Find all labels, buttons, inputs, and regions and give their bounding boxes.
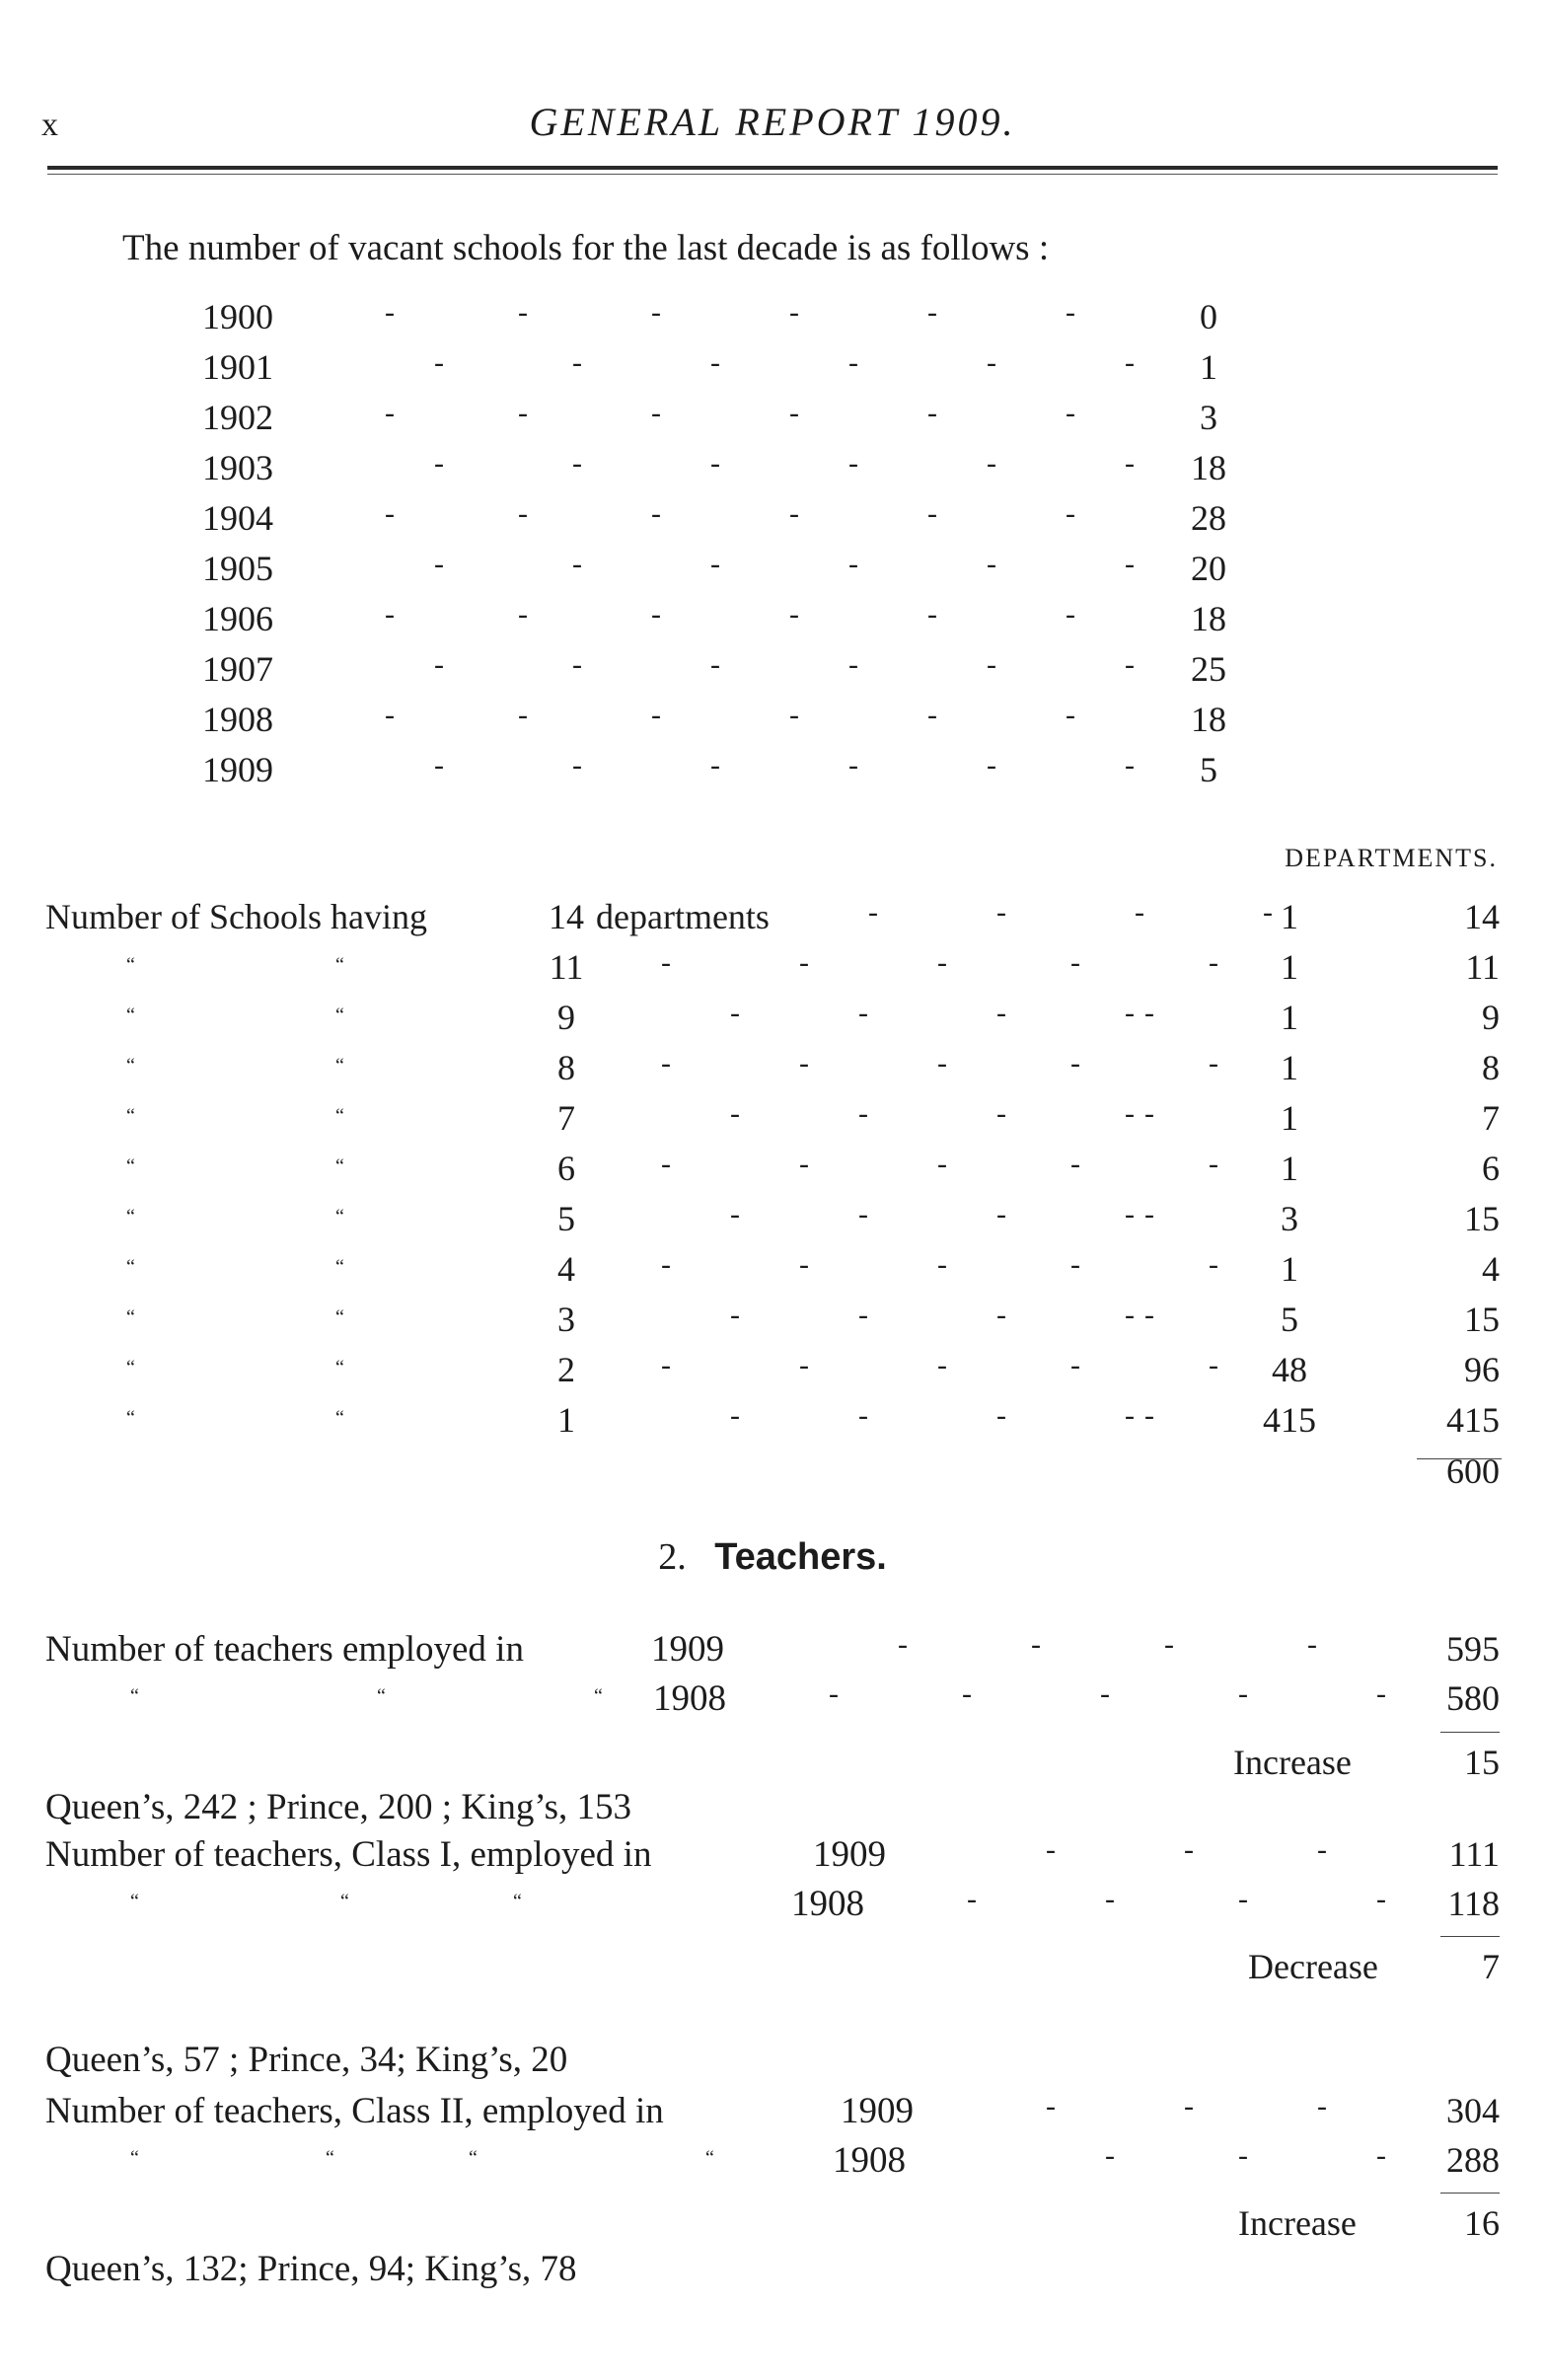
leader-dash: - bbox=[1125, 1299, 1135, 1331]
teachers-change-value: 15 bbox=[1464, 1743, 1500, 1782]
leader-dash: - bbox=[572, 648, 582, 681]
class1-change-label: Decrease bbox=[1248, 1947, 1378, 1986]
ditto-mark: “ bbox=[126, 1306, 135, 1328]
teachers-1908-row bbox=[0, 1677, 1545, 1727]
leader-dash: - bbox=[996, 1299, 1006, 1331]
leader-dash: - bbox=[1066, 497, 1075, 530]
ditto-mark: “ bbox=[335, 1306, 344, 1328]
ditto-mark: “ bbox=[130, 1685, 139, 1707]
vacant-schools-intro: The number of vacant schools for the last decade is as follows : bbox=[122, 228, 1050, 268]
schools-count: 5 bbox=[1281, 1300, 1298, 1339]
departments-count: 11 bbox=[1465, 947, 1500, 987]
schools-count: 1 bbox=[1281, 1098, 1298, 1138]
class2-1909-year: 1909 bbox=[841, 2091, 914, 2131]
leader-dash: - bbox=[661, 1349, 671, 1381]
leader-dash: - bbox=[651, 397, 661, 429]
leader-dash: - bbox=[518, 598, 528, 631]
leader-dash: - bbox=[434, 648, 444, 681]
leader-dash: - bbox=[1125, 648, 1135, 681]
leader-dash: - bbox=[1144, 997, 1154, 1029]
vacant-year: 1903 bbox=[202, 448, 273, 487]
class2-breakdown: Queen’s, 132; Prince, 94; King’s, 78 bbox=[45, 2249, 577, 2289]
class1-1909-row bbox=[0, 1833, 1545, 1883]
leader-dash: - bbox=[789, 397, 799, 429]
leader-dash: - bbox=[1307, 1628, 1317, 1661]
vacant-count: 5 bbox=[1200, 750, 1217, 789]
vacant-row bbox=[0, 749, 1545, 798]
vacant-year: 1901 bbox=[202, 347, 273, 387]
leader-dash: - bbox=[518, 397, 528, 429]
leader-dash: - bbox=[1070, 1248, 1080, 1281]
schools-count: 1 bbox=[1281, 897, 1298, 936]
leader-dash: - bbox=[1238, 2139, 1248, 2172]
departments-row bbox=[0, 1047, 1545, 1096]
leader-dash: - bbox=[799, 946, 809, 979]
leader-dash: - bbox=[434, 447, 444, 480]
departments-count: 6 bbox=[1482, 1149, 1500, 1188]
department-count-label: 4 bbox=[557, 1249, 575, 1289]
section-heading bbox=[0, 1535, 1545, 1579]
vacant-count: 18 bbox=[1191, 599, 1226, 638]
leader-dash: - bbox=[1263, 896, 1273, 929]
leader-dash: - bbox=[1135, 896, 1144, 929]
leader-dash: - bbox=[1184, 1833, 1194, 1866]
ditto-mark: “ bbox=[335, 1155, 344, 1177]
leader-dash: - bbox=[1238, 1677, 1248, 1710]
ditto-mark: “ bbox=[126, 1256, 135, 1278]
leader-dash: - bbox=[858, 1399, 868, 1432]
leader-dash: - bbox=[987, 346, 996, 379]
leader-dash: - bbox=[385, 296, 395, 329]
section-number: 2. bbox=[658, 1536, 687, 1578]
departments-total: 600 bbox=[1446, 1451, 1500, 1491]
leader-dash: - bbox=[1317, 2090, 1327, 2122]
department-count-label: 14 bbox=[549, 897, 584, 936]
departments-count: 8 bbox=[1482, 1048, 1500, 1087]
departments-count: 7 bbox=[1482, 1098, 1500, 1138]
schools-count: 1 bbox=[1281, 1149, 1298, 1188]
leader-dash: - bbox=[434, 548, 444, 580]
leader-dash: - bbox=[858, 1299, 868, 1331]
schools-count: 48 bbox=[1272, 1350, 1307, 1389]
vacant-count: 25 bbox=[1191, 649, 1226, 689]
vacant-row bbox=[0, 598, 1545, 647]
ditto-mark: “ bbox=[335, 1004, 344, 1026]
ditto-mark: “ bbox=[335, 954, 344, 976]
leader-dash: - bbox=[1184, 2090, 1194, 2122]
departments-count: 15 bbox=[1464, 1300, 1500, 1339]
leader-dash: - bbox=[1046, 2090, 1056, 2122]
leader-dash: - bbox=[434, 749, 444, 781]
leader-dash: - bbox=[572, 346, 582, 379]
header-rule bbox=[47, 166, 1498, 170]
vacant-row bbox=[0, 648, 1545, 698]
vacant-count: 20 bbox=[1191, 549, 1226, 588]
leader-dash: - bbox=[927, 699, 937, 731]
leader-dash: - bbox=[1070, 946, 1080, 979]
ditto-mark: “ bbox=[335, 1256, 344, 1278]
ditto-mark: “ bbox=[126, 1004, 135, 1026]
leader-dash: - bbox=[1125, 1399, 1135, 1432]
leader-dash: - bbox=[937, 1248, 947, 1281]
ditto-mark: “ bbox=[126, 1407, 135, 1429]
leader-dash: - bbox=[1209, 1047, 1218, 1079]
leader-dash: - bbox=[967, 1883, 977, 1915]
leader-dash: - bbox=[1144, 1299, 1154, 1331]
class1-label: Number of teachers, Class I, employed in bbox=[45, 1834, 652, 1875]
class2-1908-row bbox=[0, 2139, 1545, 2189]
department-count-label: 6 bbox=[557, 1149, 575, 1188]
ditto-mark: “ bbox=[126, 1155, 135, 1177]
leader-dash: - bbox=[858, 1198, 868, 1230]
leader-dash: - bbox=[1070, 1047, 1080, 1079]
departments-count: 14 bbox=[1464, 897, 1500, 936]
vacant-row bbox=[0, 497, 1545, 547]
leader-dash: - bbox=[1317, 1833, 1327, 1866]
vacant-row bbox=[0, 296, 1545, 345]
leader-dash: - bbox=[385, 497, 395, 530]
leader-dash: - bbox=[710, 447, 720, 480]
leader-dash: - bbox=[572, 548, 582, 580]
departments-row bbox=[0, 1097, 1545, 1147]
vacant-year: 1906 bbox=[202, 599, 273, 638]
leader-dash: - bbox=[518, 296, 528, 329]
running-title: GENERAL REPORT 1909. bbox=[529, 100, 1016, 144]
leader-dash: - bbox=[937, 1148, 947, 1180]
leader-dash: - bbox=[1125, 749, 1135, 781]
vacant-year: 1907 bbox=[202, 649, 273, 689]
leader-dash: - bbox=[927, 397, 937, 429]
departments-suffix: departments bbox=[596, 897, 770, 936]
departments-row bbox=[0, 1399, 1545, 1449]
ditto-mark: “ bbox=[340, 1891, 349, 1912]
leader-dash: - bbox=[799, 1148, 809, 1180]
leader-dash: - bbox=[651, 296, 661, 329]
ditto-mark: “ bbox=[126, 1055, 135, 1077]
departments-row bbox=[0, 946, 1545, 996]
ditto-mark: “ bbox=[335, 1055, 344, 1077]
leader-dash: - bbox=[898, 1628, 908, 1661]
ditto-mark: “ bbox=[126, 1206, 135, 1227]
class2-change-value: 16 bbox=[1464, 2203, 1500, 2243]
leader-dash: - bbox=[1125, 1198, 1135, 1230]
ditto-mark: “ bbox=[126, 954, 135, 976]
teachers-label: Number of teachers employed in bbox=[45, 1629, 524, 1670]
vacant-year: 1900 bbox=[202, 297, 273, 336]
header-rule-thin bbox=[47, 174, 1498, 175]
leader-dash: - bbox=[858, 997, 868, 1029]
leader-dash: - bbox=[927, 497, 937, 530]
department-count-label: 3 bbox=[557, 1300, 575, 1339]
vacant-year: 1902 bbox=[202, 398, 273, 437]
schools-count: 415 bbox=[1263, 1400, 1316, 1440]
leader-dash: - bbox=[799, 1248, 809, 1281]
class1-1908-year: 1908 bbox=[791, 1884, 864, 1924]
ditto-mark: “ bbox=[513, 1891, 522, 1912]
ditto-mark: “ bbox=[335, 1407, 344, 1429]
leader-dash: - bbox=[730, 1299, 740, 1331]
class2-1909-value: 304 bbox=[1446, 2091, 1500, 2130]
leader-dash: - bbox=[434, 346, 444, 379]
leader-dash: - bbox=[1105, 2139, 1115, 2172]
vacant-row bbox=[0, 447, 1545, 496]
leader-dash: - bbox=[1100, 1677, 1110, 1710]
leader-dash: - bbox=[996, 896, 1006, 929]
teachers-breakdown: Queen’s, 242 ; Prince, 200 ; King’s, 153 bbox=[45, 1787, 632, 1827]
class1-1909-year: 1909 bbox=[813, 1834, 886, 1875]
ditto-mark: “ bbox=[335, 1206, 344, 1227]
leader-dash: - bbox=[789, 497, 799, 530]
leader-dash: - bbox=[651, 699, 661, 731]
leader-dash: - bbox=[789, 699, 799, 731]
class2-1908-value: 288 bbox=[1446, 2140, 1500, 2180]
leader-dash: - bbox=[385, 598, 395, 631]
leader-dash: - bbox=[848, 548, 858, 580]
ditto-mark: “ bbox=[130, 2147, 139, 2169]
class1-change-row bbox=[0, 1946, 1545, 1995]
ditto-mark: “ bbox=[335, 1357, 344, 1378]
departments-row bbox=[0, 1148, 1545, 1197]
leader-dash: - bbox=[661, 1047, 671, 1079]
vacant-year: 1909 bbox=[202, 750, 273, 789]
leader-dash: - bbox=[1125, 548, 1135, 580]
department-count-label: 1 bbox=[557, 1400, 575, 1440]
vacant-count: 1 bbox=[1200, 347, 1217, 387]
teachers-change-row bbox=[0, 1742, 1545, 1791]
leader-dash: - bbox=[1125, 1097, 1135, 1130]
departments-row-lead: Number of Schools having bbox=[45, 897, 427, 936]
class1-1909-value: 111 bbox=[1448, 1834, 1500, 1874]
leader-dash: - bbox=[848, 447, 858, 480]
teachers-1908-year: 1908 bbox=[653, 1678, 726, 1719]
class1-breakdown: Queen’s, 57 ; Prince, 34; King’s, 20 bbox=[45, 2040, 568, 2080]
leader-dash: - bbox=[572, 749, 582, 781]
vacant-row bbox=[0, 699, 1545, 748]
leader-dash: - bbox=[996, 1399, 1006, 1432]
leader-dash: - bbox=[518, 497, 528, 530]
vacant-count: 28 bbox=[1191, 498, 1226, 538]
schools-count: 1 bbox=[1281, 998, 1298, 1037]
sum-rule bbox=[1440, 2193, 1500, 2194]
schools-count: 1 bbox=[1281, 947, 1298, 987]
leader-dash: - bbox=[1125, 997, 1135, 1029]
leader-dash: - bbox=[1070, 1148, 1080, 1180]
departments-count: 96 bbox=[1464, 1350, 1500, 1389]
vacant-count: 3 bbox=[1200, 398, 1217, 437]
teachers-1908-value: 580 bbox=[1446, 1678, 1500, 1718]
class1-change-value: 7 bbox=[1482, 1947, 1500, 1986]
vacant-year: 1904 bbox=[202, 498, 273, 538]
departments-count: 4 bbox=[1482, 1249, 1500, 1289]
departments-row bbox=[0, 997, 1545, 1046]
leader-dash: - bbox=[996, 1097, 1006, 1130]
leader-dash: - bbox=[987, 648, 996, 681]
leader-dash: - bbox=[1209, 1148, 1218, 1180]
leader-dash: - bbox=[848, 648, 858, 681]
leader-dash: - bbox=[858, 1097, 868, 1130]
departments-count: 415 bbox=[1446, 1400, 1500, 1440]
leader-dash: - bbox=[799, 1349, 809, 1381]
leader-dash: - bbox=[661, 946, 671, 979]
leader-dash: - bbox=[937, 1349, 947, 1381]
leader-dash: - bbox=[661, 1248, 671, 1281]
vacant-count: 18 bbox=[1191, 700, 1226, 739]
section-title: Teachers. bbox=[714, 1536, 887, 1578]
leader-dash: - bbox=[987, 548, 996, 580]
teachers-1909-year: 1909 bbox=[651, 1629, 724, 1670]
teachers-1909-row bbox=[0, 1628, 1545, 1677]
vacant-year: 1908 bbox=[202, 700, 273, 739]
leader-dash: - bbox=[1125, 447, 1135, 480]
department-count-label: 8 bbox=[557, 1048, 575, 1087]
vacant-row bbox=[0, 548, 1545, 597]
leader-dash: - bbox=[710, 548, 720, 580]
departments-row bbox=[0, 896, 1545, 945]
leader-dash: - bbox=[927, 598, 937, 631]
schools-count: 1 bbox=[1281, 1048, 1298, 1087]
leader-dash: - bbox=[1105, 1883, 1115, 1915]
ditto-mark: “ bbox=[377, 1685, 386, 1707]
leader-dash: - bbox=[710, 648, 720, 681]
teachers-change-label: Increase bbox=[1233, 1743, 1352, 1782]
leader-dash: - bbox=[962, 1677, 972, 1710]
department-count-label: 9 bbox=[557, 998, 575, 1037]
ditto-mark: “ bbox=[326, 2147, 334, 2169]
leader-dash: - bbox=[789, 598, 799, 631]
class2-1909-row bbox=[0, 2090, 1545, 2139]
leader-dash: - bbox=[1376, 1883, 1386, 1915]
leader-dash: - bbox=[661, 1148, 671, 1180]
departments-row bbox=[0, 1349, 1545, 1398]
leader-dash: - bbox=[799, 1047, 809, 1079]
departments-count: 9 bbox=[1482, 998, 1500, 1037]
leader-dash: - bbox=[1209, 1248, 1218, 1281]
class2-label: Number of teachers, Class II, employed in bbox=[45, 2091, 664, 2131]
leader-dash: - bbox=[987, 749, 996, 781]
leader-dash: - bbox=[385, 699, 395, 731]
vacant-count: 0 bbox=[1200, 297, 1217, 336]
sum-rule bbox=[1440, 1732, 1500, 1733]
leader-dash: - bbox=[730, 997, 740, 1029]
schools-count: 1 bbox=[1281, 1249, 1298, 1289]
schools-count: 3 bbox=[1281, 1199, 1298, 1238]
ditto-mark: “ bbox=[335, 1105, 344, 1127]
class2-1908-year: 1908 bbox=[833, 2140, 906, 2181]
leader-dash: - bbox=[1031, 1628, 1041, 1661]
leader-dash: - bbox=[1144, 1097, 1154, 1130]
leader-dash: - bbox=[518, 699, 528, 731]
leader-dash: - bbox=[1164, 1628, 1174, 1661]
class2-change-row bbox=[0, 2202, 1545, 2252]
leader-dash: - bbox=[987, 447, 996, 480]
ditto-mark: “ bbox=[126, 1357, 135, 1378]
class1-1908-value: 118 bbox=[1447, 1884, 1500, 1923]
leader-dash: - bbox=[730, 1097, 740, 1130]
departments-column-header: DEPARTMENTS. bbox=[1285, 844, 1498, 872]
class2-change-label: Increase bbox=[1238, 2203, 1357, 2243]
leader-dash: - bbox=[927, 296, 937, 329]
department-count-label: 11 bbox=[549, 947, 584, 987]
ditto-mark: “ bbox=[594, 1685, 603, 1707]
leader-dash: - bbox=[848, 749, 858, 781]
teachers-1909-value: 595 bbox=[1446, 1629, 1500, 1669]
vacant-year: 1905 bbox=[202, 549, 273, 588]
leader-dash: - bbox=[730, 1399, 740, 1432]
leader-dash: - bbox=[1209, 946, 1218, 979]
ditto-mark: “ bbox=[130, 1891, 139, 1912]
leader-dash: - bbox=[1125, 346, 1135, 379]
leader-dash: - bbox=[1066, 598, 1075, 631]
leader-dash: - bbox=[572, 447, 582, 480]
departments-count: 15 bbox=[1464, 1199, 1500, 1238]
department-count-label: 5 bbox=[557, 1199, 575, 1238]
ditto-mark: “ bbox=[705, 2147, 714, 2169]
leader-dash: - bbox=[710, 346, 720, 379]
leader-dash: - bbox=[1376, 1677, 1386, 1710]
departments-row bbox=[0, 1198, 1545, 1247]
leader-dash: - bbox=[1046, 1833, 1056, 1866]
leader-dash: - bbox=[1070, 1349, 1080, 1381]
leader-dash: - bbox=[1066, 296, 1075, 329]
leader-dash: - bbox=[829, 1677, 839, 1710]
leader-dash: - bbox=[1144, 1399, 1154, 1432]
vacant-row bbox=[0, 397, 1545, 446]
vacant-row bbox=[0, 346, 1545, 396]
ditto-mark: “ bbox=[469, 2147, 478, 2169]
leader-dash: - bbox=[848, 346, 858, 379]
leader-dash: - bbox=[1209, 1349, 1218, 1381]
departments-row bbox=[0, 1299, 1545, 1348]
leader-dash: - bbox=[937, 1047, 947, 1079]
leader-dash: - bbox=[1066, 699, 1075, 731]
vacant-count: 18 bbox=[1191, 448, 1226, 487]
leader-dash: - bbox=[996, 1198, 1006, 1230]
sum-rule bbox=[1440, 1936, 1500, 1937]
department-count-label: 2 bbox=[557, 1350, 575, 1389]
class1-1908-row bbox=[0, 1883, 1545, 1932]
leader-dash: - bbox=[1376, 2139, 1386, 2172]
leader-dash: - bbox=[651, 497, 661, 530]
leader-dash: - bbox=[1144, 1198, 1154, 1230]
department-count-label: 7 bbox=[557, 1098, 575, 1138]
leader-dash: - bbox=[789, 296, 799, 329]
departments-row bbox=[0, 1248, 1545, 1298]
leader-dash: - bbox=[1066, 397, 1075, 429]
leader-dash: - bbox=[996, 997, 1006, 1029]
leader-dash: - bbox=[710, 749, 720, 781]
leader-dash: - bbox=[937, 946, 947, 979]
leader-dash: - bbox=[868, 896, 878, 929]
leader-dash: - bbox=[730, 1198, 740, 1230]
leader-dash: - bbox=[651, 598, 661, 631]
leader-dash: - bbox=[1238, 1883, 1248, 1915]
page-number: x bbox=[41, 107, 58, 143]
leader-dash: - bbox=[385, 397, 395, 429]
ditto-mark: “ bbox=[126, 1105, 135, 1127]
